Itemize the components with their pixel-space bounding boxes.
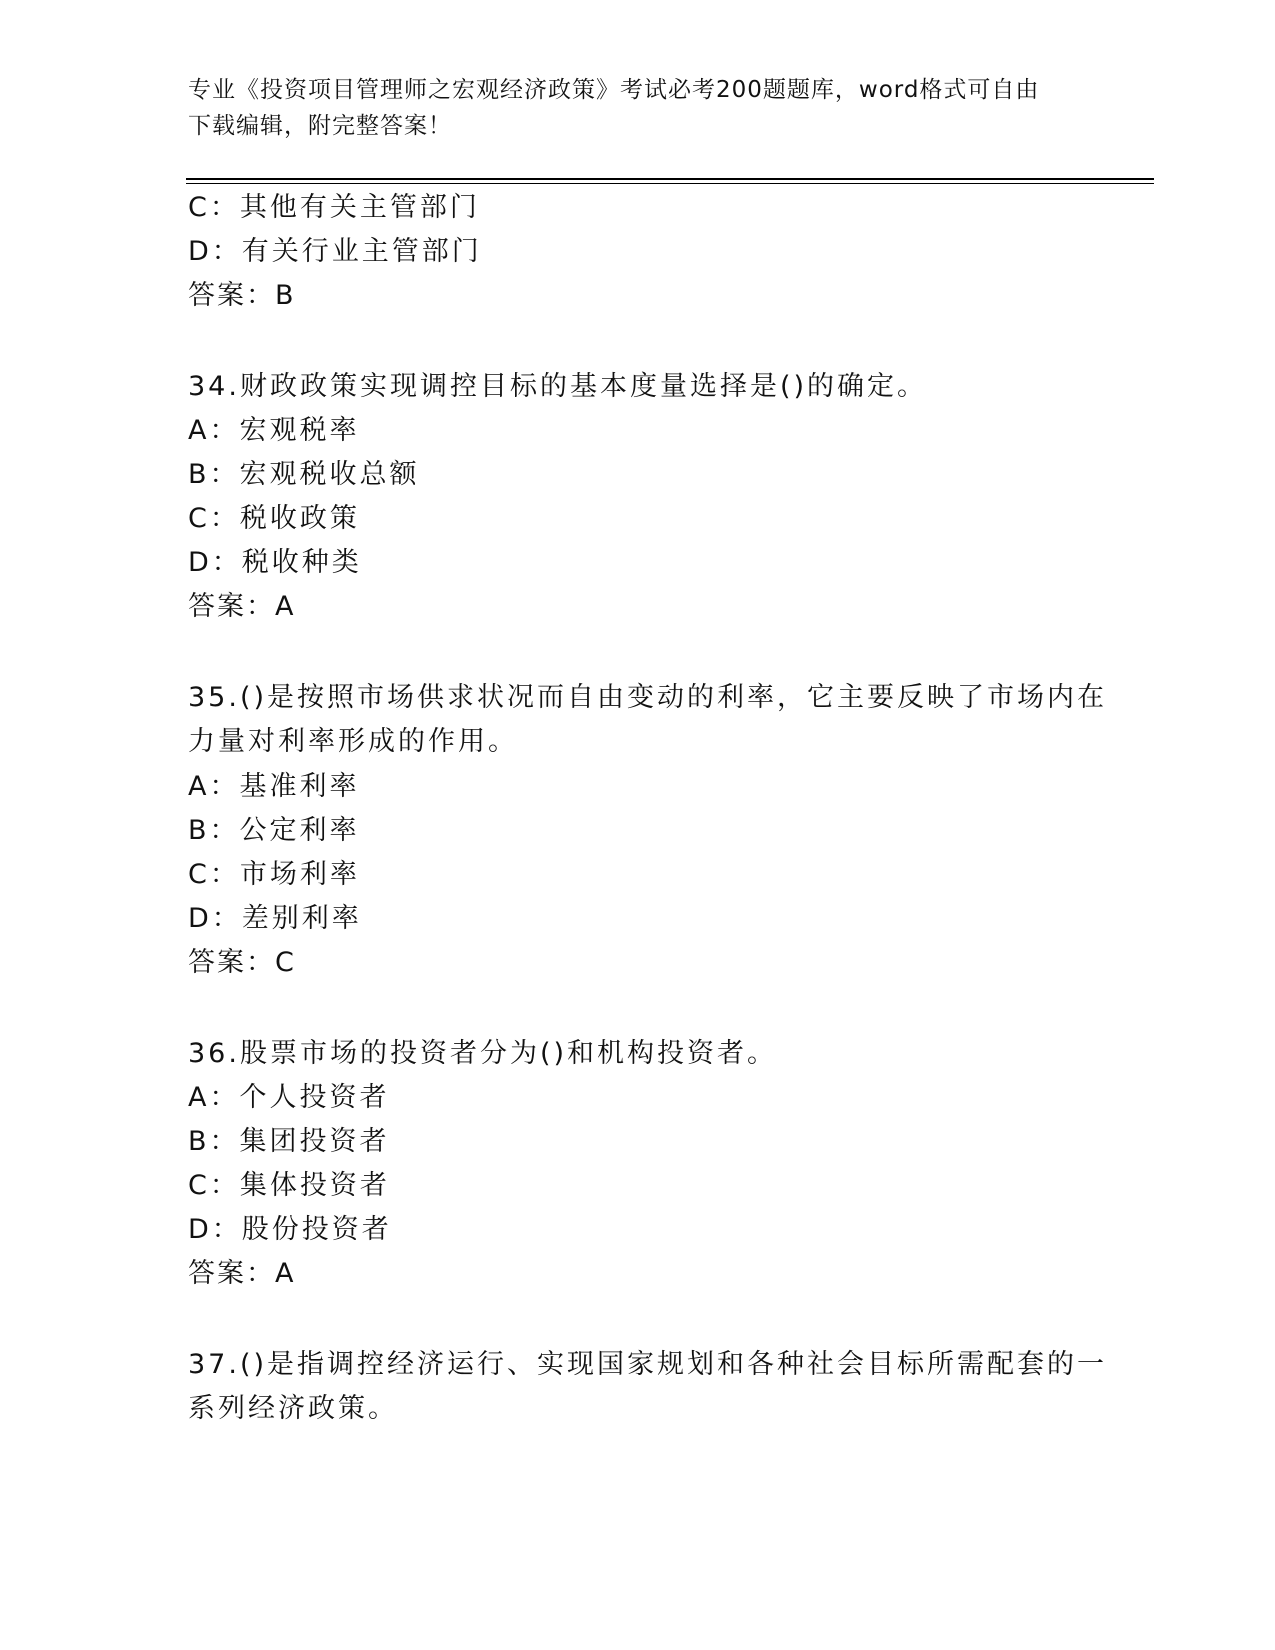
q33-answer: 答案：B: [188, 280, 296, 311]
q36-option-d: D：股份投资者: [188, 1214, 392, 1245]
q35-option-a: A：基准利率: [188, 771, 360, 802]
q36-option-a: A：个人投资者: [188, 1082, 390, 1113]
q35-answer: 答案：C: [188, 947, 296, 978]
q36-answer: 答案：A: [188, 1258, 296, 1289]
q34-option-d: D：税收种类: [188, 547, 362, 578]
header-divider-thick: [186, 178, 1154, 180]
q36-stem: 36.股票市场的投资者分为()和机构投资者。: [188, 1038, 778, 1069]
q34-option-c: C：税收政策: [188, 503, 360, 534]
document-header: [188, 72, 1088, 144]
q35-option-c: C：市场利率: [188, 859, 360, 890]
q34-option-b: B：宏观税收总额: [188, 459, 420, 490]
q33-option-d: D：有关行业主管部门: [188, 236, 482, 267]
header-line-1: 专业《投资项目管理师之宏观经济政策》考试必考200题题库，word格式可自由: [188, 77, 1040, 103]
q36-option-b: B：集团投资者: [188, 1126, 390, 1157]
q33-option-c: C：其他有关主管部门: [188, 192, 480, 223]
q35-stem-line-2: 力量对利率形成的作用。: [188, 726, 518, 757]
q34-answer: 答案：A: [188, 591, 296, 622]
q35-option-b: B：公定利率: [188, 815, 360, 846]
q35-stem-line-1: 35.()是按照市场供求状况而自由变动的利率，它主要反映了市场内在: [188, 682, 1108, 713]
q36-option-c: C：集体投资者: [188, 1170, 390, 1201]
q34-stem: 34.财政政策实现调控目标的基本度量选择是()的确定。: [188, 371, 928, 402]
header-divider-thin: [186, 183, 1154, 184]
q35-option-d: D：差别利率: [188, 903, 362, 934]
q37-stem-line-1: 37.()是指调控经济运行、实现国家规划和各种社会目标所需配套的一: [188, 1349, 1108, 1380]
header-line-2: 下载编辑，附完整答案！: [188, 113, 452, 139]
q34-option-a: A：宏观税率: [188, 415, 360, 446]
q37-stem-line-2: 系列经济政策。: [188, 1393, 398, 1424]
